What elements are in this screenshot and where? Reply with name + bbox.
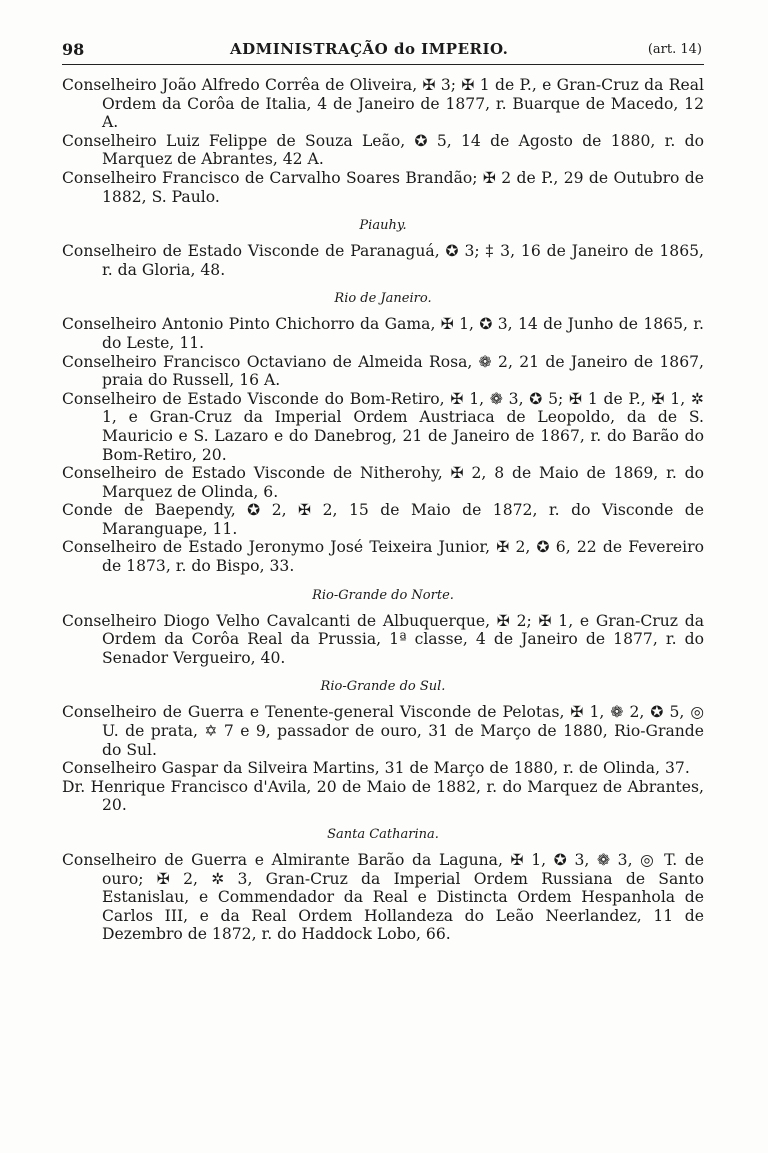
entry: Dr. Henrique Francisco d'Avila, 20 de Maio de 1882, r. do Marquez de Abrantes, 20. bbox=[62, 777, 704, 815]
header-rule bbox=[62, 64, 704, 65]
running-title: ADMINISTRAÇÃO do IMPERIO. bbox=[230, 40, 509, 58]
entry: Conselheiro Antonio Pinto Chichorro da Gama, ✠ 1, ✪ 3, 14 de Junho de 1865, r. do Leste, 11. bbox=[62, 315, 704, 352]
section-heading-rio-grande-do-sul: Rio-Grande do Sul. bbox=[320, 679, 446, 695]
page-number: 98 bbox=[62, 40, 85, 59]
section-heading-rio-de-janeiro: Rio de Janeiro. bbox=[334, 291, 432, 307]
section-heading-santa-catharina: Santa Catharina. bbox=[327, 827, 439, 842]
page-body bbox=[62, 76, 704, 944]
entry: Conselheiro Francisco Octaviano de Almeida Rosa, ❁ 2, 21 de Janeiro de 1867, praia do Russell, 16 A. bbox=[62, 352, 704, 390]
entry: Conselheiro Francisco de Carvalho Soares Brandão; ✠ 2 de P., 29 de Outubro de 1882, S. Paulo. bbox=[62, 168, 704, 206]
entry: Conselheiro de Guerra e Tenente-general Visconde de Pelotas, ✠ 1, ❁ 2, ✪ 5, ◎ U. de prata, ✡ 7 e 9, passador de ouro, 31 de Março de 1880, Rio-Grande do Sul. bbox=[62, 703, 704, 759]
entry: Conselheiro de Estado Visconde de Nitherohy, ✠ 2, 8 de Maio de 1869, r. do Marquez de Olinda, 6. bbox=[62, 464, 704, 501]
entry: Conselheiro de Estado Visconde de Paranaguá, ✪ 3; ‡ 3, 16 de Janeiro de 1865, r. da Gloria, 48. bbox=[62, 242, 704, 279]
entry: Conselheiro de Estado Jeronymo José Teixeira Junior, ✠ 2, ✪ 6, 22 de Fevereiro de 1873, r. do Bispo, 33. bbox=[62, 538, 704, 576]
section-heading-rio-grande-do-norte: Rio-Grande do Norte. bbox=[312, 587, 454, 603]
section-heading-piauhy: Piauhy. bbox=[359, 218, 407, 234]
entry: Conselheiro de Estado Visconde do Bom-Retiro, ✠ 1, ❁ 3, ✪ 5; ✠ 1 de P., ✠ 1, ✲ 1, e Gran-Cruz da Imperial Ordem Austriaca de Leopoldo, da de S. Mauricio e S. Lazaro e do Danebrog, 21 de Janeiro de 1867, r. do Barão do Bom-Retiro, 20. bbox=[62, 389, 704, 464]
entry: Conselheiro Gaspar da Silveira Martins, 31 de Março de 1880, r. de Olinda, 37. bbox=[62, 759, 690, 778]
page-header bbox=[62, 36, 702, 62]
entry: Conselheiro de Guerra e Almirante Barão da Laguna, ✠ 1, ✪ 3, ❁ 3, ◎ T. de ouro; ✠ 2, ✲ 3, Gran-Cruz da Imperial Ordem Russiana de Santo Estanislau, e Commendador da Real e Distincta Ordem Hespanhola de Carlos III, e da Real Ordem Hollandeza do Leão Neerlandez, 11 de Dezembro de 1872, r. do Haddock Lobo, 66. bbox=[62, 851, 704, 944]
entry: Conde de Baependy, ✪ 2, ✠ 2, 15 de Maio de 1872, r. do Visconde de Maranguape, 11. bbox=[62, 501, 704, 538]
entry: Conselheiro João Alfredo Corrêa de Oliveira, ✠ 3; ✠ 1 de P., e Gran-Cruz da Real Ordem da Corôa de Italia, 4 de Janeiro de 1877, r. Buarque de Macedo, 12 A. bbox=[62, 76, 704, 132]
entry: Conselheiro Luiz Felippe de Souza Leão, ✪ 5, 14 de Agosto de 1880, r. do Marquez de Abrantes, 42 A. bbox=[62, 131, 704, 169]
entry: Conselheiro Diogo Velho Cavalcanti de Albuquerque, ✠ 2; ✠ 1, e Gran-Cruz da Ordem da Corôa Real da Prussia, 1ª classe, 4 de Janeiro de 1877, r. do Senador Vergueiro, 40. bbox=[62, 611, 704, 667]
article-reference: (art. 14) bbox=[647, 42, 702, 57]
